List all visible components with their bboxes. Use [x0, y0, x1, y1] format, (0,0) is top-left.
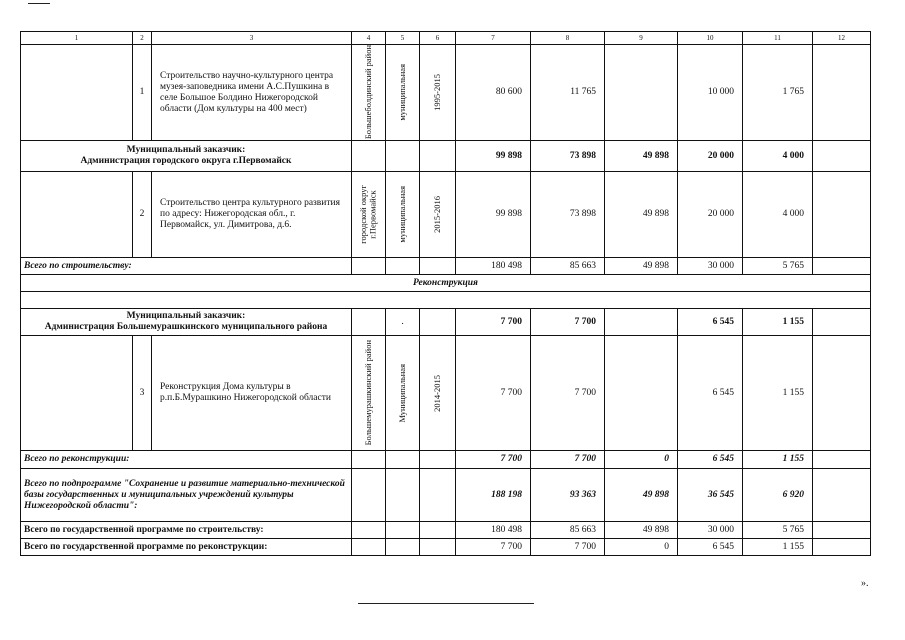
- value-col-11: 4 000: [743, 172, 813, 258]
- value-col-10: 30 000: [678, 522, 743, 539]
- footer-rule: [358, 603, 534, 604]
- closing-quote-mark: ».: [861, 578, 869, 589]
- table-row-customer-1: [21, 141, 871, 172]
- ownership-text: муниципальная: [396, 186, 407, 243]
- period-cell: [420, 336, 456, 451]
- value-col-10: 6 545: [678, 451, 743, 469]
- table-row-customer-2: [21, 309, 871, 336]
- table-row-project-1: [21, 45, 871, 141]
- project-number: 2: [133, 172, 152, 258]
- period-text: 2015-2016: [431, 196, 442, 233]
- period-text: 2014-2015: [431, 374, 442, 412]
- ownership-text: муниципальная: [396, 64, 407, 121]
- value-col-10: 20 000: [678, 141, 743, 172]
- table-row-total-subprogram: [21, 469, 871, 522]
- value-col-8: 85 663: [531, 258, 605, 275]
- value-col-10: 30 000: [678, 258, 743, 275]
- col-num-7: 7: [456, 32, 531, 45]
- value-col-7: 7 700: [456, 336, 531, 451]
- value-col-11: 1 155: [743, 539, 813, 556]
- district-cell: [352, 172, 386, 258]
- value-col-10: 20 000: [678, 172, 743, 258]
- col-num-1: 1: [21, 32, 133, 45]
- ownership-cell: [386, 45, 420, 141]
- value-col-10: 36 545: [678, 469, 743, 522]
- value-col-11: 1 765: [743, 45, 813, 141]
- value-col-7: 99 898: [456, 141, 531, 172]
- value-col-7: 80 600: [456, 45, 531, 141]
- value-col-8: 7 700: [531, 539, 605, 556]
- ownership-cell: [386, 336, 420, 451]
- value-col-7: 7 700: [456, 309, 531, 336]
- district-text: городской округ г.Первомайск: [358, 185, 378, 244]
- table-row-total-construction: [21, 258, 871, 275]
- period-cell: [420, 172, 456, 258]
- value-col-11: 6 920: [743, 469, 813, 522]
- col-num-11: 11: [743, 32, 813, 45]
- value-col-8: 11 765: [531, 45, 605, 141]
- customer-label: Муниципальный заказчик: Администрация Большемурашкинского муниципального района: [21, 309, 352, 336]
- table-row-project-2: [21, 172, 871, 258]
- col-num-10: 10: [678, 32, 743, 45]
- value-col-9: 49 898: [605, 258, 678, 275]
- district-cell: [352, 45, 386, 141]
- value-col-9: 49 898: [605, 141, 678, 172]
- value-col-9: 0: [605, 539, 678, 556]
- value-col-10: 6 545: [678, 309, 743, 336]
- value-col-9: [605, 309, 678, 336]
- col-num-12: 12: [813, 32, 871, 45]
- total-label: Всего по реконструкции:: [21, 451, 352, 469]
- value-col-9: 0: [605, 451, 678, 469]
- table-row-total-reconstruction: [21, 451, 871, 469]
- project-number: 3: [133, 336, 152, 451]
- total-label: Всего по государственной программе по реконструкции:: [21, 539, 352, 556]
- project-name: Строительство научно-культурного центра музея-заповедника имени А.С.Пушкина в селе Большое Болдино Нижегородской области (Дом культуры на 400 мест): [152, 45, 352, 141]
- table-row-total-state-reconstruction: [21, 539, 871, 556]
- value-col-10: 6 545: [678, 539, 743, 556]
- top-rule: [28, 3, 50, 4]
- value-col-11: 1 155: [743, 309, 813, 336]
- col-num-9: 9: [605, 32, 678, 45]
- program-table: [20, 31, 871, 556]
- value-col-7: 7 700: [456, 539, 531, 556]
- col-num-3: 3: [152, 32, 352, 45]
- table-row-project-3: [21, 336, 871, 451]
- value-col-8: 7 700: [531, 309, 605, 336]
- col-num-2: 2: [133, 32, 152, 45]
- value-col-8: 93 363: [531, 469, 605, 522]
- value-col-9: [605, 45, 678, 141]
- district-text: Большемурашкинский район: [362, 340, 373, 446]
- period-cell: [420, 45, 456, 141]
- value-col-8: 85 663: [531, 522, 605, 539]
- value-col-8: 7 700: [531, 451, 605, 469]
- district-text: Большеболдинский район: [362, 45, 373, 140]
- value-col-7: 188 198: [456, 469, 531, 522]
- project-name: Строительство центра культурного развития по адресу: Нижегородская обл., г. Первомайск, ул. Димитрова, д.6.: [152, 172, 352, 258]
- project-name: Реконструкция Дома культуры в р.п.Б.Мурашкино Нижегородской области: [152, 336, 352, 451]
- total-label: Всего по строительству:: [21, 258, 352, 275]
- table-row-section-reconstruction: [21, 275, 871, 292]
- dot-mark: .: [386, 309, 420, 336]
- value-col-11: 5 765: [743, 258, 813, 275]
- value-col-7: 7 700: [456, 451, 531, 469]
- col-num-8: 8: [531, 32, 605, 45]
- table-row-total-state-construction: [21, 522, 871, 539]
- table-row-spacer: [21, 292, 871, 309]
- value-col-8: 7 700: [531, 336, 605, 451]
- district-cell: [352, 336, 386, 451]
- value-col-9: 49 898: [605, 172, 678, 258]
- ownership-text: Муниципальная: [396, 363, 407, 423]
- col-num-4: 4: [352, 32, 386, 45]
- total-label: Всего по подпрограмме "Сохранение и развитие материально-технической базы государственных и муниципальных учреждений культуры Нижегородской области":: [21, 469, 352, 522]
- col-num-6: 6: [420, 32, 456, 45]
- col-num-5: 5: [386, 32, 420, 45]
- section-title: Реконструкция: [21, 275, 871, 292]
- value-col-7: 180 498: [456, 522, 531, 539]
- customer-label: Муниципальный заказчик: Администрация городского округа г.Первомайск: [21, 141, 352, 172]
- value-col-11: 1 155: [743, 451, 813, 469]
- column-number-row: [21, 32, 871, 45]
- value-col-10: 6 545: [678, 336, 743, 451]
- value-col-9: 49 898: [605, 469, 678, 522]
- ownership-cell: [386, 172, 420, 258]
- period-text: 1995-2015: [431, 74, 442, 111]
- value-col-11: 1 155: [743, 336, 813, 451]
- value-col-8: 73 898: [531, 172, 605, 258]
- value-col-7: 99 898: [456, 172, 531, 258]
- project-number: 1: [133, 45, 152, 141]
- value-col-11: 4 000: [743, 141, 813, 172]
- value-col-11: 5 765: [743, 522, 813, 539]
- value-col-7: 180 498: [456, 258, 531, 275]
- value-col-8: 73 898: [531, 141, 605, 172]
- value-col-9: 49 898: [605, 522, 678, 539]
- total-label: Всего по государственной программе по строительству:: [21, 522, 352, 539]
- value-col-10: 10 000: [678, 45, 743, 141]
- value-col-9: [605, 336, 678, 451]
